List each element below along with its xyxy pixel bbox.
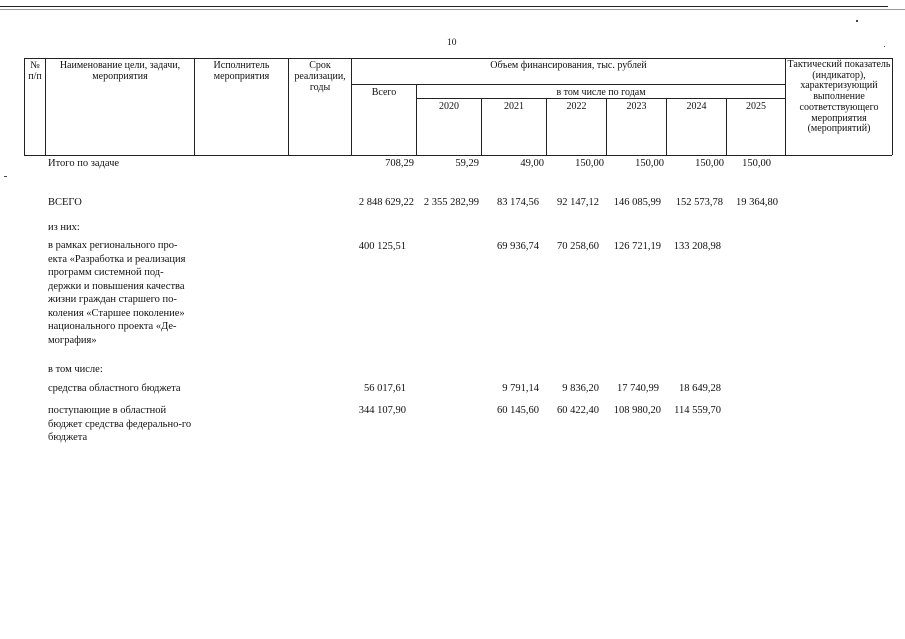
row-label: средства областного бюджета — [48, 383, 181, 394]
row-2024: 150,00 — [695, 158, 724, 169]
header-year-2025: 2025 — [746, 101, 766, 112]
row-2023: 17 740,99 — [617, 383, 659, 394]
row-2021: 69 936,74 — [497, 241, 539, 252]
row-2022: 60 422,40 — [557, 405, 599, 416]
row-2022: 9 836,20 — [562, 383, 599, 394]
row-label: в рамках регионального про-екта «Разработка и реализация программ системной под-держки и повышения качества жизни граждан старшего по-коления «Старшее поколение» национального проекта «Де-мография» — [48, 240, 186, 346]
header-term: Срок реализации, годы — [294, 60, 346, 93]
header-indicator: Тактический показатель (индикатор), характеризующий выполнение соответствующего мероприятия (мероприятий) — [787, 59, 891, 135]
row-2025: 150,00 — [742, 158, 771, 169]
row-2023: 146 085,99 — [613, 197, 661, 208]
page-number: 10 — [447, 38, 457, 48]
row-2022: 92 147,12 — [557, 197, 599, 208]
row-total: 400 125,51 — [358, 241, 406, 252]
row-label: ВСЕГО — [48, 197, 82, 208]
row-2020: 2 355 282,99 — [423, 197, 479, 208]
row-2024: 152 573,78 — [675, 197, 723, 208]
row-label-including: в том числе: — [48, 364, 103, 375]
row-2024: 133 208,98 — [673, 241, 721, 252]
row-2021: 83 174,56 — [497, 197, 539, 208]
row-2022: 70 258,60 — [557, 241, 599, 252]
row-label: Итого по задаче — [48, 158, 120, 169]
row-2021: 60 145,60 — [497, 405, 539, 416]
scan-speck — [4, 176, 7, 177]
header-total: Всего — [371, 87, 397, 98]
row-2025: 19 364,80 — [736, 197, 778, 208]
row-2021: 9 791,14 — [502, 383, 539, 394]
row-2024: 18 649,28 — [679, 383, 721, 394]
top-border-line-thin — [0, 9, 905, 10]
header-year-2021: 2021 — [504, 101, 524, 112]
header-year-2022: 2022 — [566, 101, 587, 112]
header-funding: Объем финансирования, тыс. рублей — [490, 60, 647, 71]
row-total: 2 848 629,22 — [358, 197, 414, 208]
row-label: поступающие в областной бюджет средства федерально-го бюджета — [48, 405, 192, 443]
header-executor: Исполнитель мероприятия — [213, 60, 270, 82]
header-name: Наименование цели, задачи, мероприятия — [59, 60, 181, 82]
row-total: 344 107,90 — [358, 405, 406, 416]
row-label-of-them: из них: — [48, 222, 80, 233]
row-2023: 126 721,19 — [613, 241, 661, 252]
scan-speck — [856, 20, 858, 22]
header-year-2023: 2023 — [626, 101, 647, 112]
row-2023: 108 980,20 — [613, 405, 661, 416]
header-by-years: в том числе по годам — [556, 87, 646, 98]
row-total: 56 017,61 — [364, 383, 406, 394]
row-2023: 150,00 — [635, 158, 664, 169]
top-border-line — [0, 6, 888, 7]
row-total: 708,29 — [385, 158, 414, 169]
row-2022: 150,00 — [575, 158, 604, 169]
header-num: № п/п — [28, 60, 42, 82]
row-2021: 49,00 — [520, 158, 544, 169]
header-year-2024: 2024 — [686, 101, 707, 112]
scan-speck — [884, 46, 885, 47]
header-year-2020: 2020 — [439, 101, 459, 112]
row-2024: 114 559,70 — [674, 405, 721, 416]
row-2020: 59,29 — [455, 158, 479, 169]
